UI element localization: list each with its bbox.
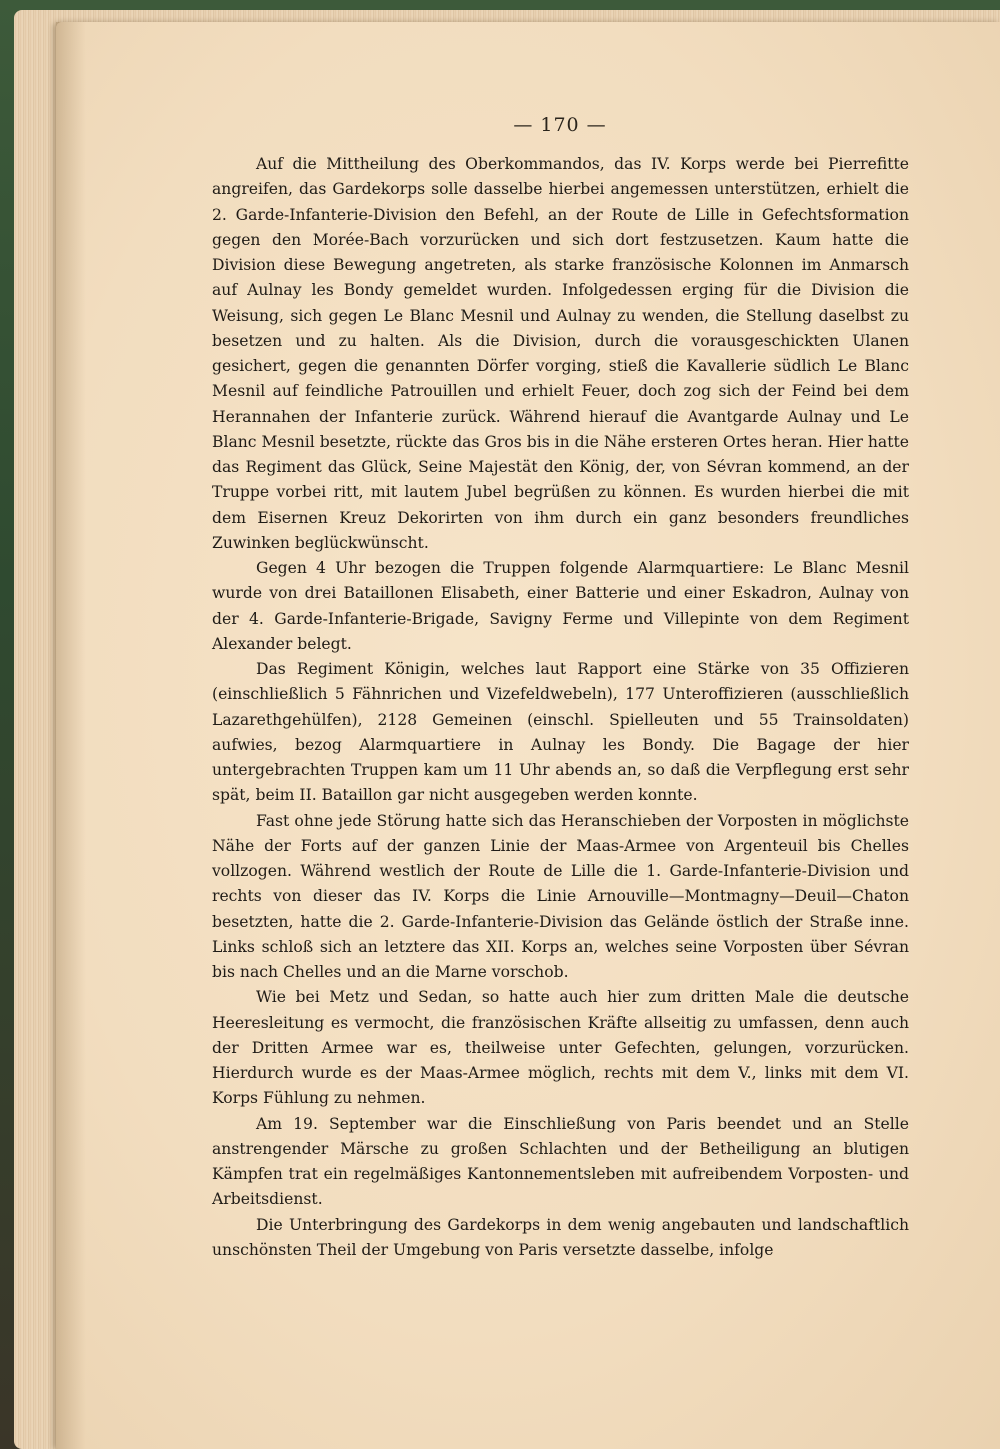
page-number: — 170 — [513, 114, 607, 136]
paragraph: Das Regiment Königin, welches laut Rapport eine Stärke von 35 Offizieren (einschließlich 5 Fähnrichen und Vizefeldwebeln), 177 Unteroffizieren (ausschließlich Lazarethgehülfen), 2128 Gemeinen (einschl. Spielleuten und 55 Trainsoldaten) aufwies, bezog Alarmquartiere in Aulnay les Bondy. Die Bagage der hier untergebrachten Truppen kam um 11 Uhr abends an, so daß die Verpflegung erst sehr spät, beim II. Bataillon gar nicht ausgegeben werden konnte. [212, 660, 909, 805]
paragraph: Fast ohne jede Störung hatte sich das Heranschieben der Vorposten in möglichste Nähe der Forts auf der ganzen Linie der Maas-Armee von Argenteuil bis Chelles vollzogen. Während westlich der Route de Lille die 1. Garde-Infanterie-Division und rechts von dieser das IV. Korps die Linie Arnouville—Montmagny—Deuil—Chaton besetzten, hatte die 2. Garde-Infanterie-Division das Gelände östlich der Straße inne. Links schloß sich an letztere das XII. Korps an, welches seine Vorposten über Sévran bis nach Chelles und an die Marne vorschob. [212, 811, 909, 981]
paragraph: Gegen 4 Uhr bezogen die Truppen folgende Alarmquartiere: Le Blanc Mesnil wurde von drei Bataillonen Elisabeth, einer Batterie und einer Eskadron, Aulnay von der 4. Garde-Infanterie-Brigade, Savigny Ferme und Villepinte von dem Regiment Alexander belegt. [212, 559, 909, 653]
page-body [212, 152, 909, 1263]
paragraph: Auf die Mittheilung des Oberkommandos, das IV. Korps werde bei Pierrefitte angreifen, das Gardekorps solle dasselbe hierbei angemessen unterstützen, erhielt die 2. Garde-Infanterie-Division den Befehl, an der Route de Lille in Gefechtsformation gegen den Morée-Bach vorzurücken und sich dort festzusetzen. Kaum hatte die Division diese Bewegung angetreten, als starke französische Kolonnen im Anmarsch auf Aulnay les Bondy gemeldet wurden. Infolgedessen erging für die Division die Weisung, sich gegen Le Blanc Mesnil und Aulnay zu wenden, die Stellung daselbst zu besetzen und zu halten. Als die Division, durch die vorausgeschickten Ulanen gesichert, gegen die genannten Dörfer vorging, stieß die Kavallerie südlich Le Blanc Mesnil auf feindliche Patrouillen und erhielt Feuer, doch zog sich der Feind bei dem Herannahen der Infanterie zurück. Während hierauf die Avantgarde Aulnay und Le Blanc Mesnil besetzte, rückte das Gros bis in die Nähe ersteren Ortes heran. Hier hatte das Regiment das Glück, Seine Majestät den König, der, von Sévran kommend, an der Truppe vorbei ritt, mit lautem Jubel begrüßen zu können. Es wurden hierbei die mit dem Eisernen Kreuz Dekorirten von ihm durch ein ganz besonders freundliches Zuwinken beglückwünscht. [212, 155, 909, 552]
gutter-shadow [56, 22, 86, 1449]
paragraph: Wie bei Metz und Sedan, so hatte auch hier zum dritten Male die deutsche Heeresleitung es vermocht, die französischen Kräfte allseitig zu umfassen, denn auch der Dritten Armee war es, theilweise unter Gefechten, gelungen, vorzurücken. Hierdurch wurde es der Maas-Armee möglich, rechts mit dem V., links mit dem VI. Korps Fühlung zu nehmen. [212, 988, 909, 1108]
paragraph: Die Unterbringung des Gardekorps in dem wenig angebauten und landschaftlich unschönsten Theil der Umgebung von Paris versetzte dasselbe, infolge [212, 1215, 909, 1259]
paragraph: Am 19. September war die Einschließung von Paris beendet und an Stelle anstrengender Märsche zu großen Schlachten und der Betheiligung an blutigen Kämpfen trat ein regelmäßiges Kantonnementsleben mit aufreibendem Vorposten- und Arbeitsdienst. [212, 1114, 909, 1209]
